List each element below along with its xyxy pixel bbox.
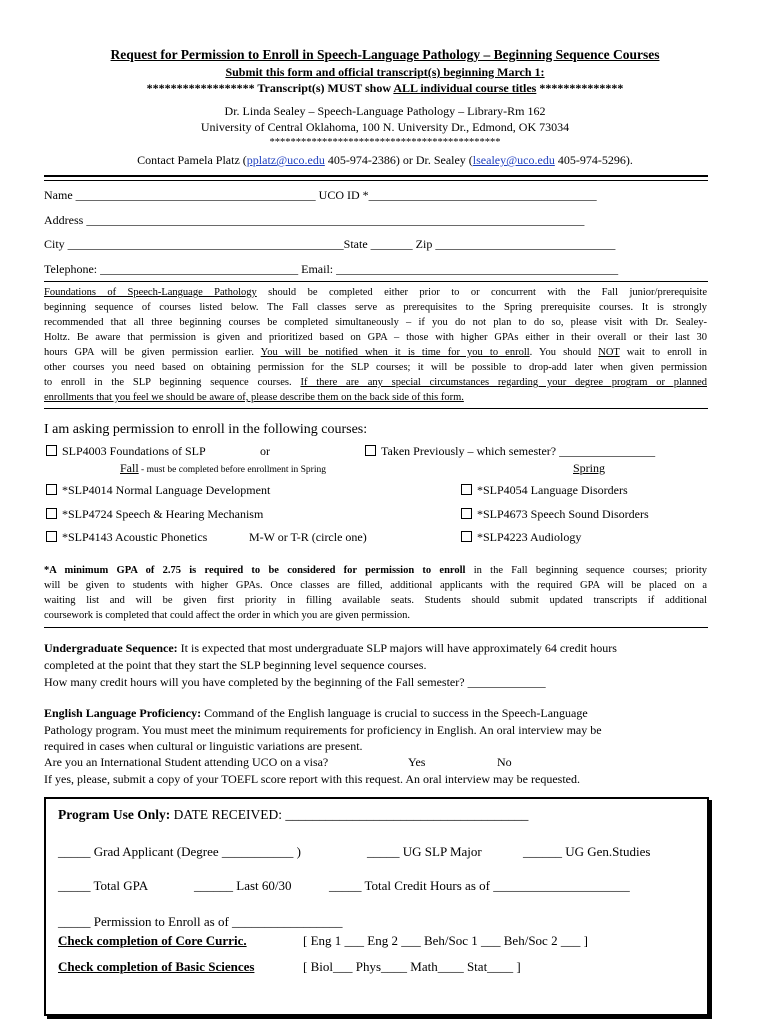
course-slp4054[interactable]: *SLP4054 Language Disorders — [461, 483, 628, 498]
contact-line: Contact Pamela Platz (pplatz@uco.edu 405-974-2386) or Dr. Sealey (lsealey@uco.edu 405-974-5296). — [137, 153, 633, 167]
address-field[interactable]: Address ___________________________________________________________________________________ — [44, 213, 585, 227]
course-slp4014[interactable]: *SLP4014 Normal Language Development — [46, 483, 270, 498]
no-option[interactable]: No — [497, 755, 512, 769]
basic-sciences-label: Check completion of Basic Sciences — [58, 959, 255, 974]
address-line-2: University of Central Oklahoma, 100 N. University Dr., Edmond, OK 73034 — [200, 120, 570, 134]
telephone-email-field[interactable]: Telephone: _________________________________ Email: _______________________________________________ — [44, 262, 619, 276]
last-60-30-field[interactable]: ______ Last 60/30 — [194, 878, 292, 893]
city-state-zip-field[interactable]: City ______________________________________________State _______ Zip ______________________________ — [44, 237, 616, 251]
total-gpa-field[interactable]: _____ Total GPA — [58, 878, 149, 893]
credit-hours-question[interactable]: How many credit hours will you have completed by the beginning of the Fall semester? _____________ — [44, 675, 546, 689]
day-choice[interactable]: M-W or T-R (circle one) — [249, 530, 367, 544]
course-slp4724[interactable]: *SLP4724 Speech & Hearing Mechanism — [46, 507, 263, 522]
core-curric-checks[interactable]: [ Eng 1 ___ Eng 2 ___ Beh/Soc 1 ___ Beh/Soc 2 ___ ] — [303, 933, 588, 948]
intro-line: enrollments that you feel we should be aware of, please describe them on the back side of this form. — [44, 392, 464, 403]
undergrad-line: completed at the point that they start the SLP beginning level sequence courses. — [44, 658, 427, 672]
course-slp4003[interactable]: SLP4003 Foundations of SLP — [46, 444, 206, 459]
grad-applicant-field[interactable]: _____ Grad Applicant (Degree ___________ ) — [58, 844, 301, 859]
gpa-line: waiting list and will be given first priority in filling available seats. Students should submit updated transcripts if additional — [44, 595, 707, 606]
divider — [44, 175, 708, 177]
checkbox-icon[interactable] — [46, 531, 57, 542]
ug-gen-studies-field[interactable]: ______ UG Gen.Studies — [523, 844, 651, 859]
checkbox-icon[interactable] — [46, 445, 57, 456]
transcript-notice: ****************** Transcript(s) MUST show ALL individual course titles ************** — [146, 81, 624, 95]
yes-option[interactable]: Yes — [408, 755, 426, 769]
taken-previously[interactable]: Taken Previously – which semester? ________________ — [365, 444, 655, 459]
english-line: If yes, please, submit a copy of your TOEFL score report with this request. An oral interview may be requested. — [44, 772, 580, 786]
gpa-line: will be given to students with higher GPAs. Once classes are filled, additional applicants with the required GPA will be placed on a — [44, 580, 707, 591]
intro-line: hours GPA will be given permission earlier. You will be notified when it is time for you to enroll. You should NOT wait to enroll in — [44, 347, 707, 358]
stars-divider: ******************************************** — [269, 137, 501, 148]
program-use-title: Program Use Only: DATE RECEIVED: ____________________________________ — [58, 807, 529, 822]
intro-line: to enroll in the SLP beginning sequence courses. If there are any special circumstances regarding your degree program or planned — [44, 377, 707, 388]
english-line: Pathology program. You must meet the minimum requirements for proficiency in English. An oral interview may be — [44, 723, 602, 737]
intro-line: Foundations of Speech-Language Pathology should be completed either prior to or concurrent with the Fall junior/prerequisite — [44, 287, 708, 298]
checkbox-icon[interactable] — [365, 445, 376, 456]
email-link-platz[interactable]: pplatz@uco.edu — [246, 153, 325, 167]
checkbox-icon[interactable] — [461, 484, 472, 495]
intro-line: beginning sequence of courses listed below. The Fall classes serve as prerequisites to the Spring prerequisite courses. It is strongly — [44, 302, 707, 313]
gpa-line: *A minimum GPA of 2.75 is required to be considered for permission to enroll in the Fall beginning sequence courses; priority — [44, 565, 707, 576]
total-credit-hours-field[interactable]: _____ Total Credit Hours as of _____________________ — [329, 878, 630, 893]
checkbox-icon[interactable] — [461, 508, 472, 519]
checkbox-icon[interactable] — [46, 508, 57, 519]
fall-note: Fall - must be completed before enrollment in Spring — [120, 461, 326, 475]
program-use-box — [44, 797, 709, 1016]
divider — [44, 180, 708, 181]
spring-label: Spring — [573, 461, 606, 475]
courses-heading: I am asking permission to enroll in the following courses: — [44, 422, 368, 437]
submit-instruction: Submit this form and official transcript(s) beginning March 1: — [225, 65, 545, 79]
ug-slp-major-field[interactable]: _____ UG SLP Major — [367, 844, 482, 859]
english-line: required in cases when cultural or linguistic variations are present. — [44, 739, 363, 753]
intro-line: other courses you need based on obtaining permission for the SLP courses; it will be possible to drop-add later when given permission — [44, 362, 707, 373]
checkbox-icon[interactable] — [461, 531, 472, 542]
email-link-sealey[interactable]: lsealey@uco.edu — [472, 153, 555, 167]
gpa-line: coursework is completed that could affect the order in which you are given permission. — [44, 610, 411, 621]
course-slp4143[interactable]: *SLP4143 Acoustic Phonetics — [46, 530, 207, 545]
checkbox-icon[interactable] — [46, 484, 57, 495]
english-line: English Language Proficiency: Command of the English language is crucial to success in the Speech-Language — [44, 706, 588, 720]
intro-line: recommended that all three beginning courses be completed simultaneously – if you do not plan to do so, please visit with Dr. Sealey- — [44, 317, 707, 328]
course-slp4673[interactable]: *SLP4673 Speech Sound Disorders — [461, 507, 649, 522]
date-received-field[interactable]: DATE RECEIVED: ____________________________________ — [170, 807, 529, 822]
visa-question: Are you an International Student attending UCO on a visa? — [44, 755, 329, 769]
name-uco-id-field[interactable]: Name ________________________________________ UCO ID *______________________________________ — [44, 188, 597, 202]
divider — [44, 281, 708, 282]
or-text: or — [260, 444, 270, 458]
undergrad-line: Undergraduate Sequence: It is expected that most undergraduate SLP majors will have approximately 64 credit hours — [44, 641, 617, 655]
divider — [44, 627, 708, 628]
permission-to-enroll-field[interactable]: _____ Permission to Enroll as of _________________ — [58, 914, 343, 929]
basic-sciences-checks[interactable]: [ Biol___ Phys____ Math____ Stat____ ] — [303, 959, 521, 974]
course-slp4223[interactable]: *SLP4223 Audiology — [461, 530, 581, 545]
intro-line: Holtz. Be aware that permission is given and prioritized based on GPA – those with higher GPAs either in their overall or their last 30 — [44, 332, 707, 343]
divider — [44, 408, 708, 409]
form-title: Request for Permission to Enroll in Speech-Language Pathology – Beginning Sequence Courses — [110, 47, 660, 62]
address-line-1: Dr. Linda Sealey – Speech-Language Pathology – Library-Rm 162 — [224, 104, 546, 118]
core-curric-label: Check completion of Core Curric. — [58, 933, 247, 948]
